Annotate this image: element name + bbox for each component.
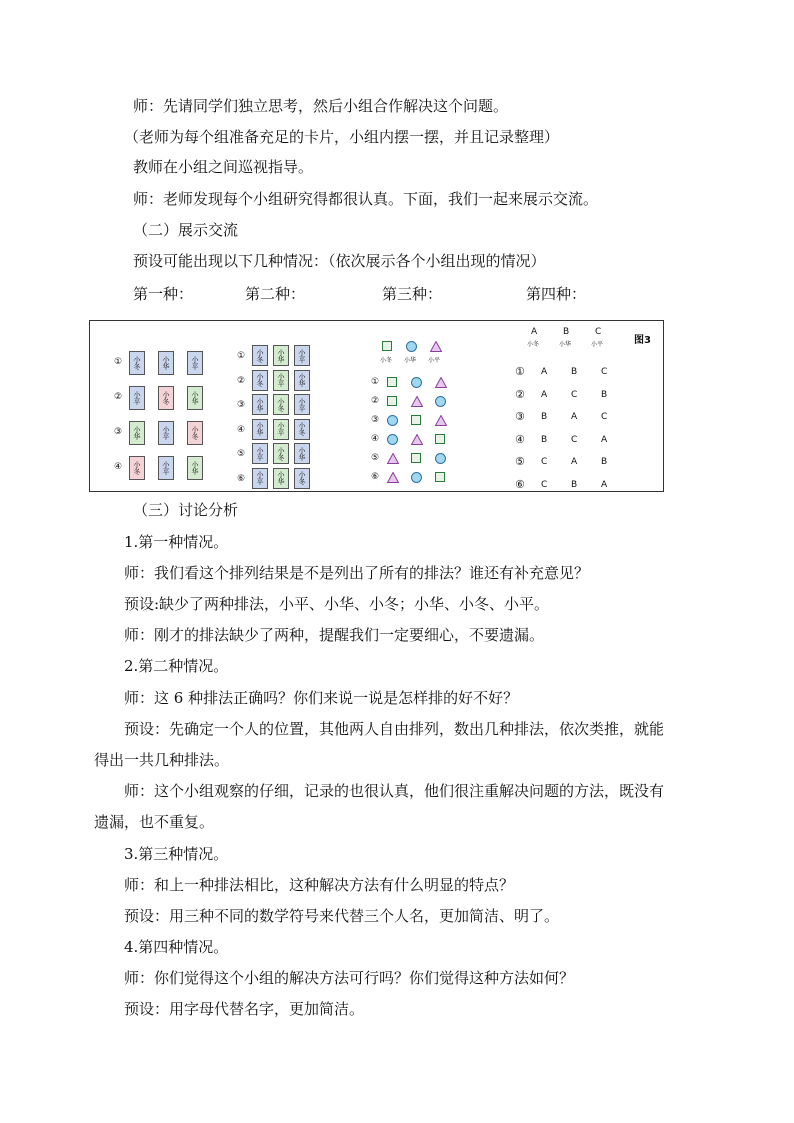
name-card: 小平 bbox=[187, 351, 203, 375]
arrangement-letter: C bbox=[571, 389, 578, 400]
row-number: ③ bbox=[114, 427, 123, 437]
section-heading: （二）展示交流 bbox=[133, 221, 239, 239]
name-card: 小冬 bbox=[273, 394, 289, 415]
row-number: ③ bbox=[371, 415, 380, 425]
name-card: 小冬 bbox=[129, 456, 145, 480]
paragraph: 师：和上一种排法相比，这种解决方法有什么明显的特点？ bbox=[124, 876, 515, 894]
row-number: ④ bbox=[371, 434, 380, 444]
name-card: 小冬 bbox=[129, 351, 145, 375]
circle-icon bbox=[411, 377, 422, 388]
name-card: 小平 bbox=[158, 456, 174, 480]
arrangement-figure bbox=[89, 320, 664, 492]
paragraph: 预设：用三种不同的数学符号来代替三个人名，更加简洁、明了。 bbox=[124, 907, 560, 925]
row-number: ⑤ bbox=[371, 453, 380, 463]
case-heading-3: 第三种： bbox=[382, 285, 443, 303]
row-number: ② bbox=[237, 375, 246, 386]
row-number: ① bbox=[371, 377, 380, 387]
header-letter: B bbox=[563, 327, 570, 337]
paragraph: 1.第一种情况。 bbox=[124, 533, 229, 551]
name-card: 小华 bbox=[129, 421, 145, 445]
row-number: ③ bbox=[515, 410, 525, 423]
name-card: 小华 bbox=[273, 345, 289, 366]
arrangement-letter: C bbox=[541, 479, 548, 490]
row-number: ⑥ bbox=[237, 473, 246, 484]
row-number: ① bbox=[237, 351, 246, 361]
name-card: 小华 bbox=[294, 443, 310, 464]
paragraph: 师：这个小组观察的仔细，记录的也很认真，他们很注重解决问题的方法，既没有 bbox=[124, 782, 665, 800]
name-card: 小华 bbox=[187, 386, 203, 410]
circle-icon bbox=[406, 341, 417, 352]
square-icon bbox=[435, 472, 445, 482]
paragraph: 预设可能出现以下几种情况：（依次展示各个小组出现的情况） bbox=[133, 252, 546, 270]
header-name: 小平 bbox=[591, 341, 604, 348]
paragraph: 师：你们觉得这个小组的解决方法可行吗？你们觉得这种方法如何？ bbox=[124, 969, 575, 987]
name-card: 小平 bbox=[252, 443, 268, 464]
row-number: ④ bbox=[237, 424, 246, 435]
circle-icon bbox=[435, 453, 446, 464]
circle-icon bbox=[387, 434, 398, 445]
name-card: 小平 bbox=[273, 419, 289, 440]
square-icon bbox=[382, 341, 392, 351]
arrangement-letter: A bbox=[601, 434, 608, 445]
paragraph: 得出一共几种排法。 bbox=[94, 751, 230, 769]
row-number: ① bbox=[114, 357, 123, 367]
triangle-icon bbox=[387, 472, 399, 483]
paragraph: 预设：先确定一个人的位置，其他两人自由排列，数出几种排法，依次类推，就能 bbox=[124, 720, 665, 738]
name-card: 小冬 bbox=[187, 421, 203, 445]
arrangement-letter: B bbox=[571, 479, 578, 490]
paragraph: 2.第二种情况。 bbox=[124, 657, 229, 675]
paragraph: 师：先请同学们独立思考，然后小组合作解决这个问题。 bbox=[133, 97, 509, 115]
name-card: 小平 bbox=[273, 370, 289, 391]
paragraph: 师：刚才的排法缺少了两种，提醒我们一定要细心，不要遗漏。 bbox=[124, 626, 545, 644]
row-number: ② bbox=[114, 392, 123, 402]
arrangement-letter: C bbox=[571, 434, 578, 445]
triangle-icon bbox=[435, 377, 447, 388]
header-name: 小华 bbox=[559, 341, 572, 348]
square-icon bbox=[387, 396, 397, 406]
name-card: 小华 bbox=[252, 419, 268, 440]
circle-icon bbox=[387, 415, 398, 426]
triangle-icon bbox=[430, 341, 442, 352]
name-card: 小冬 bbox=[252, 345, 268, 366]
square-icon bbox=[387, 377, 397, 387]
name-card: 小冬 bbox=[252, 370, 268, 391]
row-number: ① bbox=[515, 365, 525, 378]
case-heading-1: 第一种： bbox=[133, 285, 194, 303]
row-number: ⑥ bbox=[515, 477, 525, 491]
legend-label: 小华 bbox=[404, 357, 417, 364]
name-card: 小平 bbox=[294, 394, 310, 415]
paragraph: （老师为每个组准备充足的卡片，小组内摆一摆，并且记录整理） bbox=[124, 128, 560, 146]
arrangement-letter: A bbox=[571, 412, 578, 422]
paragraph: 3.第三种情况。 bbox=[124, 845, 229, 863]
paragraph: 预设:缺少了两种排法，小平、小华、小冬；小华、小冬、小平。 bbox=[124, 595, 550, 613]
triangle-icon bbox=[435, 415, 447, 426]
header-letter: A bbox=[531, 327, 538, 337]
arrangement-letter: A bbox=[571, 457, 578, 467]
name-card: 小华 bbox=[187, 456, 203, 480]
paragraph: 遗漏，也不重复。 bbox=[94, 813, 215, 831]
case-heading-4: 第四种： bbox=[526, 285, 587, 303]
name-card: 小冬 bbox=[294, 468, 310, 489]
arrangement-letter: A bbox=[541, 389, 548, 400]
row-number: ⑤ bbox=[515, 455, 525, 468]
name-card: 小平 bbox=[252, 468, 268, 489]
triangle-icon bbox=[411, 434, 423, 445]
arrangement-letter: B bbox=[541, 412, 548, 422]
section-heading: （三）讨论分析 bbox=[133, 501, 239, 519]
arrangement-letter: C bbox=[601, 367, 608, 377]
paragraph: 预设：用字母代替名字，更加简洁。 bbox=[124, 1000, 365, 1018]
arrangement-letter: C bbox=[601, 412, 608, 422]
paragraph: 师：我们看这个排列结果是不是列出了所有的排法？谁还有补充意见？ bbox=[124, 564, 590, 582]
paragraph: 教师在小组之间巡视指导。 bbox=[133, 158, 314, 176]
triangle-icon bbox=[411, 396, 423, 407]
paragraph: 师：老师发现每个小组研究得都很认真。下面，我们一起来展示交流。 bbox=[133, 190, 599, 208]
paragraph: 4.第四种情况。 bbox=[124, 938, 229, 956]
row-number: ② bbox=[515, 387, 525, 401]
arrangement-letter: A bbox=[541, 367, 548, 377]
paragraph: 师：这 6 种排法正确吗？你们来说一说是怎样排的好不好？ bbox=[124, 689, 519, 707]
circle-icon bbox=[411, 472, 422, 483]
case-heading-2: 第二种： bbox=[245, 285, 306, 303]
name-card: 小冬 bbox=[273, 443, 289, 464]
header-letter: C bbox=[595, 327, 602, 337]
triangle-icon bbox=[387, 453, 399, 464]
arrangement-letter: B bbox=[601, 389, 608, 400]
name-card: 小平 bbox=[158, 421, 174, 445]
name-card: 小华 bbox=[252, 394, 268, 415]
row-number: ⑥ bbox=[371, 472, 380, 482]
arrangement-letter: B bbox=[541, 434, 548, 445]
row-number: ② bbox=[371, 396, 380, 406]
arrangement-letter: B bbox=[571, 367, 578, 377]
row-number: ④ bbox=[114, 462, 123, 472]
square-icon bbox=[411, 453, 421, 463]
figure-label: 图3 bbox=[634, 335, 651, 346]
name-card: 小冬 bbox=[158, 386, 174, 410]
arrangement-letter: C bbox=[541, 457, 548, 467]
name-card: 小华 bbox=[294, 370, 310, 391]
circle-icon bbox=[435, 396, 446, 407]
name-card: 小冬 bbox=[294, 419, 310, 440]
name-card: 小华 bbox=[158, 351, 174, 375]
arrangement-letter: A bbox=[601, 479, 608, 490]
name-card: 小华 bbox=[273, 468, 289, 489]
row-number: ③ bbox=[237, 400, 246, 410]
arrangement-letter: B bbox=[601, 457, 608, 467]
header-name: 小冬 bbox=[527, 341, 540, 348]
legend-label: 小冬 bbox=[380, 357, 393, 364]
name-card: 小平 bbox=[129, 386, 145, 410]
square-icon bbox=[411, 415, 421, 425]
row-number: ④ bbox=[515, 432, 525, 446]
legend-label: 小平 bbox=[428, 357, 441, 364]
row-number: ⑤ bbox=[237, 449, 246, 459]
square-icon bbox=[435, 434, 445, 444]
name-card: 小平 bbox=[294, 345, 310, 366]
